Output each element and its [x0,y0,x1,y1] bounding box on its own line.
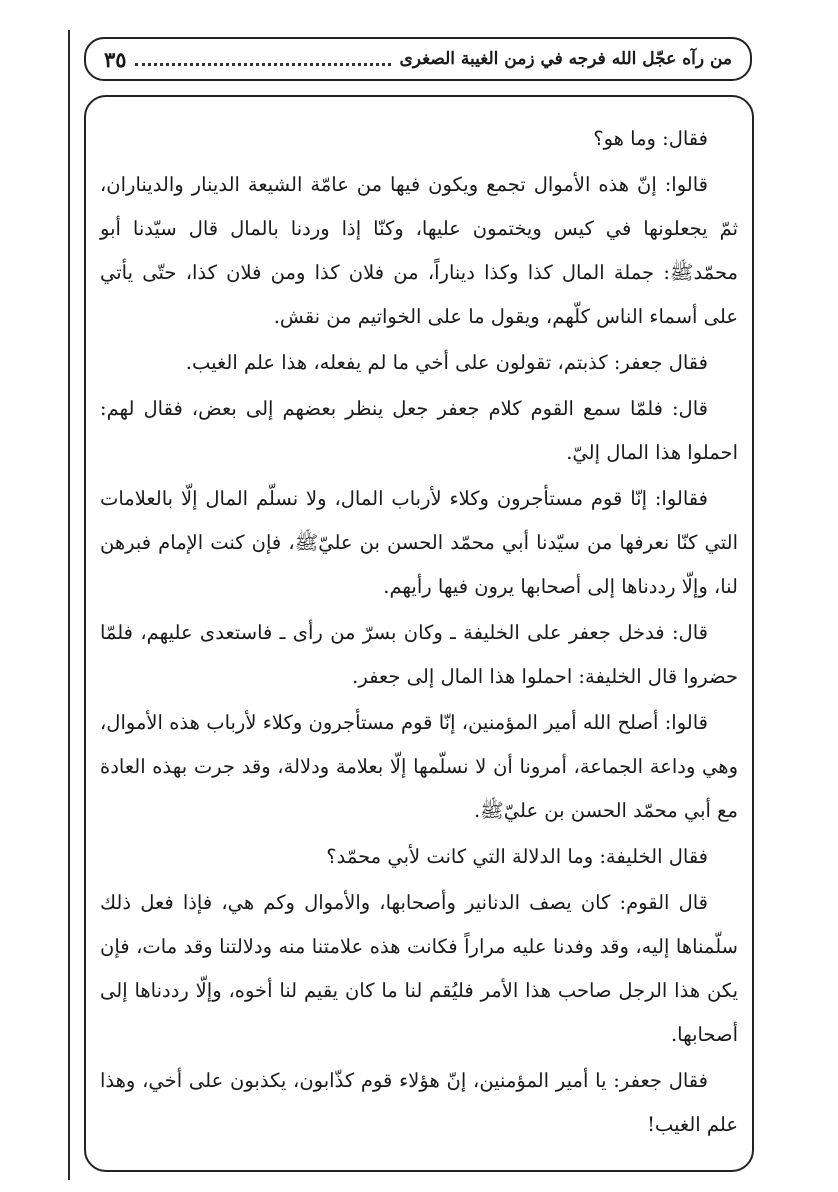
paragraph: قالوا: أصلح الله أمير المؤمنين، إنّا قوم مستأجرون وكلاء لأرباب هذه الأموال، وهي وداعة الجماعة، أمرونا أن لا نسلّمها إلّا بعلامة ودلالة، وقد جرت بهذه العادة مع أبي محمّد الحسن بن عليّﷺ. [100,711,738,822]
running-header [84,37,752,81]
page-margin-rule [68,30,70,1180]
paragraph: قال القوم: كان يصف الدنانير وأصحابها، والأموال وكم هي، فإذا فعل ذلك سلّمناها إليه، وقد وفدنا عليه مراراً فكانت هذه علامتنا منه ودلالتنا وقد مات، فإن يكن هذا الرجل صاحب هذا الأمر فليُقم لنا ما كان يقيم لنا أخوه، وإلّا رددناها إلى أصحابها. [100,891,738,1046]
header-leader-dots [135,63,392,66]
main-text-frame [84,95,754,1172]
paragraph: فقالوا: إنّا قوم مستأجرون وكلاء لأرباب المال، ولا نسلّم المال إلّا بالعلامات التي كنّا نعرفها من سيّدنا أبي محمّد الحسن بن عليّﷺ، فإن كنت الإمام فبرهن لنا، وإلّا رددناها إلى أصحابها يرون فيها رأيهم. [100,487,738,598]
page-number: ٣٥ [104,46,127,72]
paragraph: فقال: وما هو؟ [593,127,708,150]
paragraph: فقال جعفر: كذبتم، تقولون على أخي ما لم يفعله، هذا علم الغيب. [185,351,708,374]
paragraph: فقال جعفر: يا أمير المؤمنين، إنّ هؤلاء قوم كذّابون، يكذبون على أخي، وهذا علم الغيب! [100,1069,738,1136]
paragraph: قالوا: إنّ هذه الأموال تجمع ويكون فيها من عامّة الشيعة الدينار والديناران، ثمّ يجعلونها في كيس ويختمون عليها، وكنّا إذا وردنا بالمال قال سيّدنا أبو محمّدﷺ: جملة المال كذا وكذا ديناراً، من فلان كذا ومن فلان كذا، حتّى يأتي على أسماء الناس كلّهم، ويقول ما على الخواتيم من نقش. [100,173,738,328]
paragraph: فقال الخليفة: وما الدلالة التي كانت لأبي محمّد؟ [326,845,708,868]
paragraph: قال: فدخل جعفر على الخليفة ـ وكان بسرّ من رأى ـ فاستعدى عليهم، فلمّا حضروا قال الخليفة: احملوا هذا المال إلى جعفر. [100,621,738,688]
running-title: من رآه عجّل الله فرجه في زمن الغيبة الصغرى [399,49,732,69]
paragraph: قال: فلمّا سمع القوم كلام جعفر جعل ينظر بعضهم إلى بعض، فقال لهم: احملوا هذا المال إليّ. [100,397,738,464]
